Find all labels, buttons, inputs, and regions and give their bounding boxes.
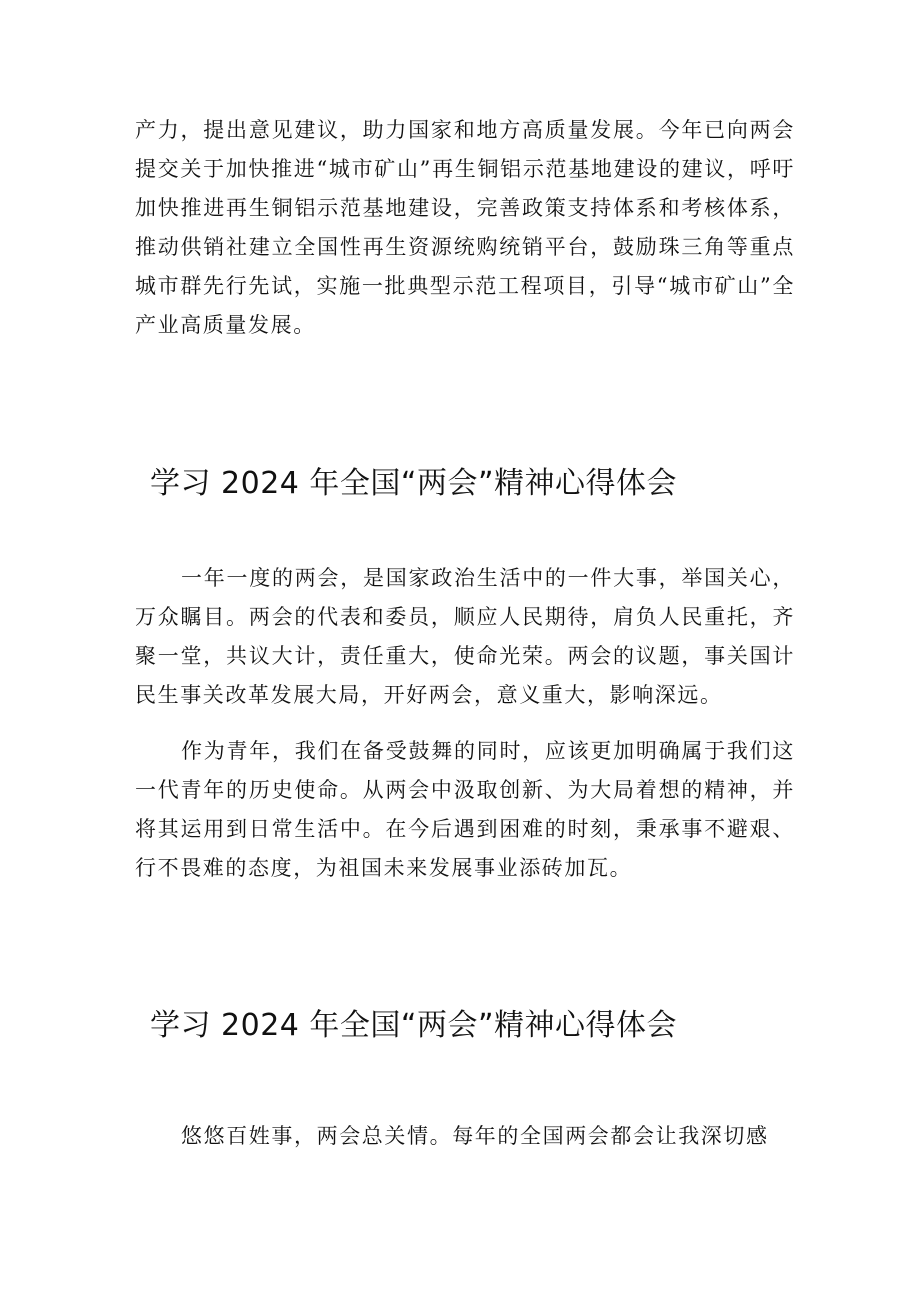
section-heading-2: 学习 2024 年全国“两会”精神心得体会 (150, 1008, 678, 1043)
intro-paragraph: 产力，提出意见建议，助力国家和地方高质量发展。今年已向两会提交关于加快推进“城市矿山”再生铜铝示范基地建设的建议，呼吁加快推进再生铜铝示范基地建设，完善政策支持体系和考核体系，推动供销社建立全国性再生资源统购统销平台，鼓励珠三角等重点城市群先行先试，实施一批典型示范工程项目，引导“城市矿山”全产业高质量发展。 (135, 118, 795, 337)
section1-paragraph-2: 作为青年，我们在备受鼓舞的同时，应该更加明确属于我们这一代青年的历史使命。从两会中汲取创新、为大局着想的精神，并将其运用到日常生活中。在今后遇到困难的时刻，秉承事不避艰、行不畏难的态度，为祖国未来发展事业添砖加瓦。 (135, 739, 795, 880)
section2-paragraph-1: 悠悠百姓事，两会总关情。每年的全国两会都会让我深切感 (181, 1124, 769, 1148)
section-heading-1: 学习 2024 年全国“两会”精神心得体会 (150, 466, 678, 501)
section1-paragraph-1: 一年一度的两会，是国家政治生活中的一件大事，举国关心，万众瞩目。两会的代表和委员，顺应人民期待，肩负人民重托，齐聚一堂，共议大计，责任重大，使命光荣。两会的议题，事关国计民生事关改革发展大局，开好两会，意义重大，影响深远。 (135, 566, 795, 707)
